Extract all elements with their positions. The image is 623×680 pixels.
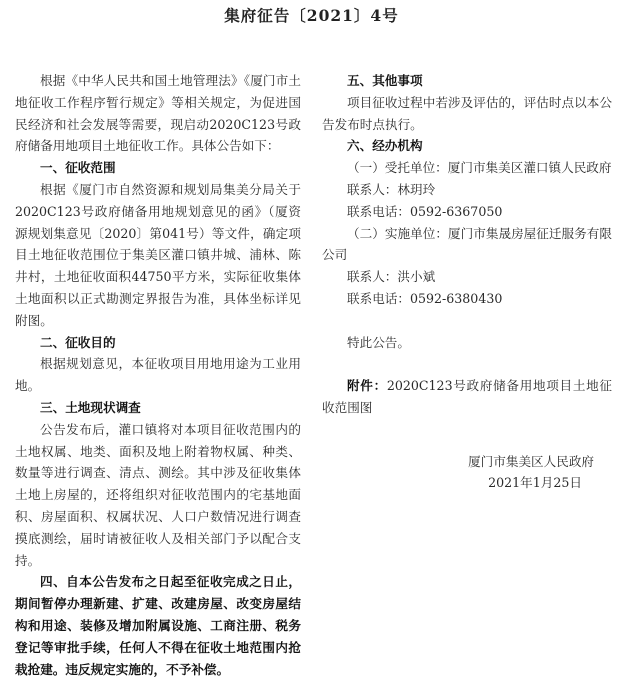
intro-paragraph: 根据《中华人民共和国土地管理法》《厦门市土地征收工作程序暂行规定》等相关规定，为促进国民经济和社会发展等需要，现启动2020C123号政府储备用地项目土地征收工作。具体公告如下： [15,73,301,154]
section-3-heading: 三、土地现状调查 [40,399,141,415]
issuer: 厦门市集美区人民政府 [468,453,594,469]
section-5-body: 项目征收过程中若涉及评估的，评估时点以本公告发布时点执行。 [322,94,612,132]
section-1-body: 根据《厦门市自然资源和规划局集美分局关于2020C123号政府储备用地规划意见的函》（厦资源规划集意见〔2020〕第041号）等文件，确定项目土地征收范围位于集美区灌口镇井城、浦林、陈井村，土地征收面积44750平方米，实际征收集体土地面积以正式勘测定界报告为准，具体坐标详见附图。 [15,181,301,328]
section-6-heading: 六、经办机构 [347,138,423,154]
closing-notice: 特此公告。 [347,334,410,350]
section-3-body: 公告发布后，灌口镇将对本项目征收范围内的土地权属、地类、面积及地上附着物权属、种类、数量等进行调查、清点、测绘。其中涉及征收集体土地上房屋的，还将组织对征收范围内的宅基地面积、房屋面积、权属状况、人口户数情况进行调查摸底测绘，届时请被征收人及相关部门予以配合支持。 [15,421,301,568]
issue-date: 2021年1月25日 [488,475,582,491]
left-column [15,70,301,680]
phone-2: 联系电话：0592-6380430 [347,290,503,306]
contact-2: 联系人：洪小斌 [347,269,436,285]
unit-1: （一）受托单位：厦门市集美区灌口镇人民政府 [347,160,612,176]
section-2-body: 根据规划意见，本征收项目用地用途为工业用地。 [15,356,301,394]
document-title: 集府征告〔2021〕4号 [224,6,399,25]
right-column [322,70,612,494]
section-5-heading: 五、其他事项 [347,73,423,88]
section-1-heading: 一、征收范围 [40,160,116,176]
attachment-title: 2020C123号政府储备用地项目土地征收范围图 [322,378,612,415]
attachment-label: 附件： [347,378,387,394]
contact-1: 联系人：林玥玲 [347,181,436,197]
section-2-heading: 二、征收目的 [40,334,116,350]
unit-2: （二）实施单位：厦门市集晟房屋征迁服务有限公司 [322,225,612,263]
section-4-paragraph: 四、自本公告发布之日起至征收完成之日止，期间暂停办理新建、扩建、改建房屋、改变房屋结构和用途、装修及增加附属设施、工商注册、税务登记等审批手续，任何人不得在征收土地范围内抢栽抢建。违反规定实施的，不予补偿。 [15,574,301,677]
phone-1: 联系电话：0592-6367050 [347,203,503,219]
attachment-line [322,375,612,419]
